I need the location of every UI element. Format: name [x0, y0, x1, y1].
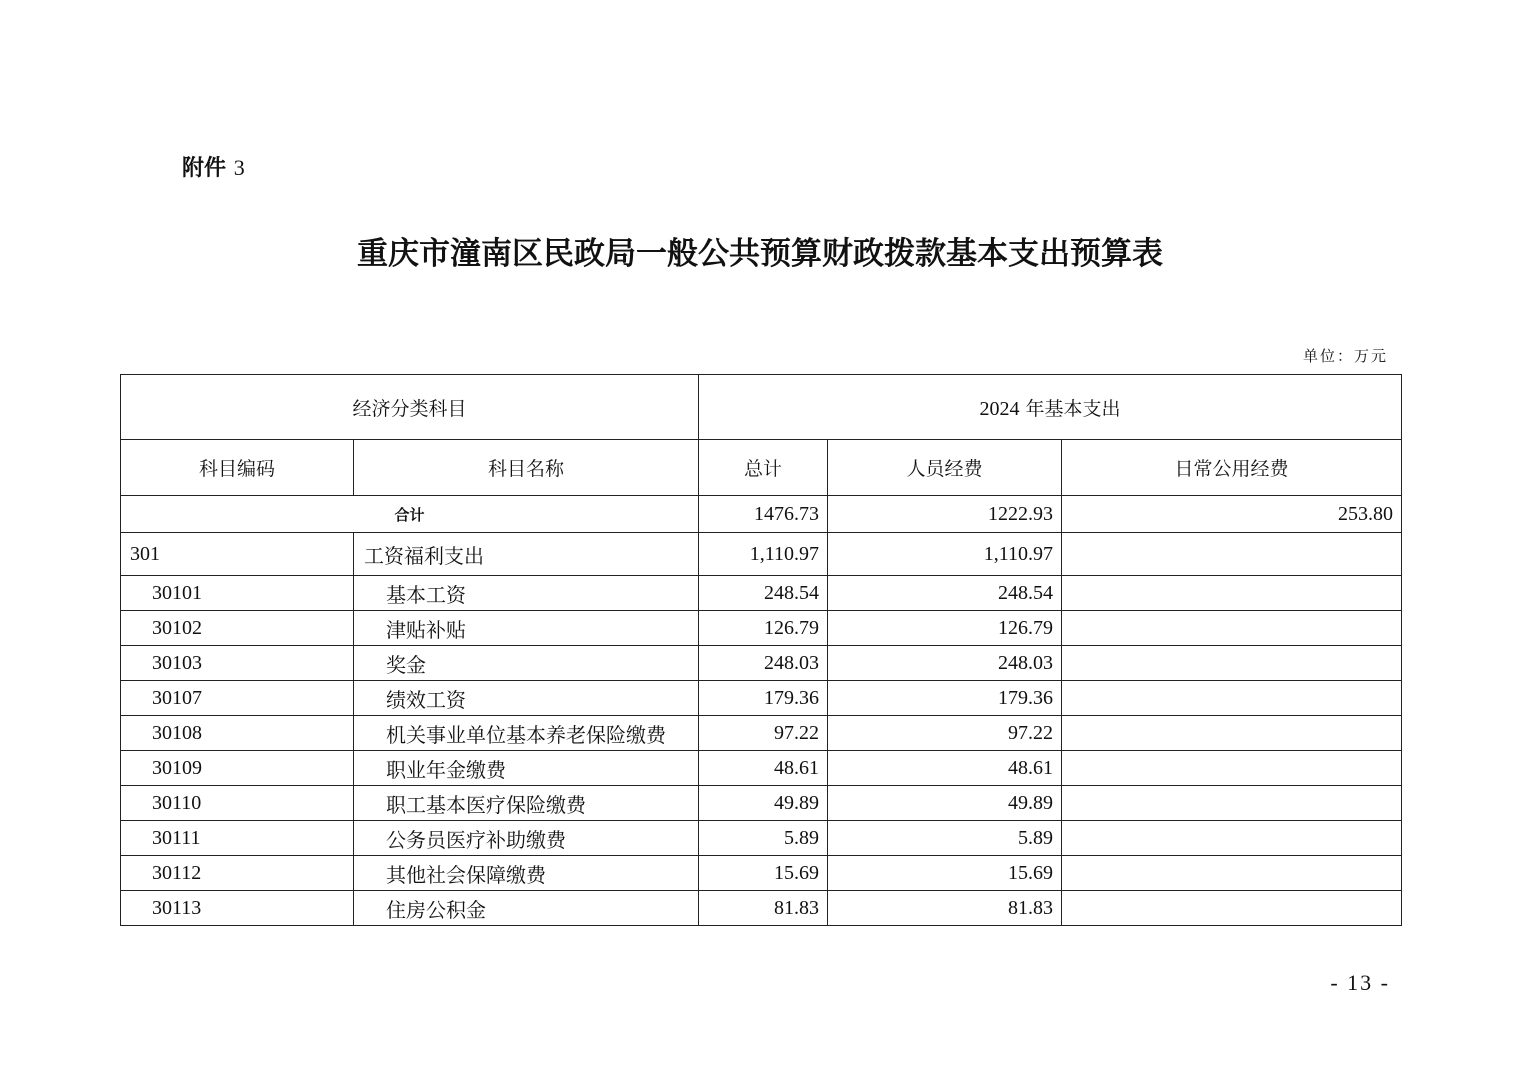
- row-name: 职业年金缴费: [354, 751, 699, 786]
- row-public: [1062, 821, 1402, 856]
- total-row: [121, 496, 1402, 533]
- category-public: [1062, 533, 1402, 576]
- col-header-code: 科目编码: [121, 440, 354, 496]
- row-name: 机关事业单位基本养老保险缴费: [354, 716, 699, 751]
- row-total: 81.83: [699, 891, 828, 926]
- group-header-year-text: 年基本支出: [1025, 397, 1121, 420]
- row-public: [1062, 891, 1402, 926]
- attachment-label-text: 附件: [182, 156, 227, 181]
- table-row: [121, 786, 1402, 821]
- row-public: [1062, 751, 1402, 786]
- row-personnel: 126.79: [828, 611, 1062, 646]
- row-code: 30103: [121, 646, 354, 681]
- table-row: [121, 716, 1402, 751]
- row-name: 住房公积金: [354, 891, 699, 926]
- row-name: 奖金: [354, 646, 699, 681]
- table-row: [121, 646, 1402, 681]
- row-personnel: 97.22: [828, 716, 1062, 751]
- total-public: 253.80: [1062, 496, 1402, 533]
- attachment-number: 3: [233, 155, 245, 180]
- col-header-name: 科目名称: [354, 440, 699, 496]
- row-total: 5.89: [699, 821, 828, 856]
- row-code: 30101: [121, 576, 354, 611]
- row-total: 49.89: [699, 786, 828, 821]
- row-personnel: 15.69: [828, 856, 1062, 891]
- table-row: [121, 611, 1402, 646]
- row-name: 职工基本医疗保险缴费: [354, 786, 699, 821]
- table-row: [121, 891, 1402, 926]
- table-row: [121, 821, 1402, 856]
- group-header-row: [121, 375, 1402, 440]
- total-label: 合计: [121, 496, 699, 533]
- table-row: [121, 681, 1402, 716]
- group-header-year: [699, 375, 1402, 440]
- row-public: [1062, 716, 1402, 751]
- table-row: [121, 751, 1402, 786]
- row-public: [1062, 576, 1402, 611]
- row-code: 30113: [121, 891, 354, 926]
- category-name: 工资福利支出: [354, 533, 699, 576]
- row-code: 30109: [121, 751, 354, 786]
- row-name: 绩效工资: [354, 681, 699, 716]
- row-public: [1062, 786, 1402, 821]
- row-personnel: 248.03: [828, 646, 1062, 681]
- table-row: [121, 576, 1402, 611]
- row-total: 97.22: [699, 716, 828, 751]
- row-personnel: 81.83: [828, 891, 1062, 926]
- row-personnel: 179.36: [828, 681, 1062, 716]
- row-public: [1062, 681, 1402, 716]
- row-public: [1062, 856, 1402, 891]
- row-code: 30111: [121, 821, 354, 856]
- row-name: 津贴补贴: [354, 611, 699, 646]
- category-code: 301: [121, 533, 354, 576]
- total-personnel: 1222.93: [828, 496, 1062, 533]
- category-row: [121, 533, 1402, 576]
- row-name: 公务员医疗补助缴费: [354, 821, 699, 856]
- row-personnel: 49.89: [828, 786, 1062, 821]
- budget-table: [120, 374, 1402, 926]
- row-code: 30107: [121, 681, 354, 716]
- row-name: 其他社会保障缴费: [354, 856, 699, 891]
- row-code: 30108: [121, 716, 354, 751]
- row-total: 248.54: [699, 576, 828, 611]
- category-total: 1,110.97: [699, 533, 828, 576]
- row-code: 30112: [121, 856, 354, 891]
- row-total: 248.03: [699, 646, 828, 681]
- row-total: 126.79: [699, 611, 828, 646]
- column-header-row: [121, 440, 1402, 496]
- row-total: 179.36: [699, 681, 828, 716]
- group-header-year-number: 2024: [979, 397, 1020, 420]
- row-public: [1062, 611, 1402, 646]
- row-public: [1062, 646, 1402, 681]
- category-personnel: 1,110.97: [828, 533, 1062, 576]
- row-code: 30110: [121, 786, 354, 821]
- row-name: 基本工资: [354, 576, 699, 611]
- attachment-label: [182, 151, 245, 182]
- row-personnel: 5.89: [828, 821, 1062, 856]
- total-value: 1476.73: [699, 496, 828, 533]
- page-number: - 13 -: [1330, 970, 1390, 995]
- row-personnel: 48.61: [828, 751, 1062, 786]
- row-personnel: 248.54: [828, 576, 1062, 611]
- row-total: 15.69: [699, 856, 828, 891]
- unit-label: 单位：万元: [1302, 347, 1388, 365]
- col-header-public: 日常公用经费: [1062, 440, 1402, 496]
- row-total: 48.61: [699, 751, 828, 786]
- group-header-economic: 经济分类科目: [121, 375, 699, 440]
- table-row: [121, 856, 1402, 891]
- col-header-personnel: 人员经费: [828, 440, 1062, 496]
- col-header-total: 总计: [699, 440, 828, 496]
- page-title: 重庆市潼南区民政局一般公共预算财政拨款基本支出预算表: [357, 236, 1163, 272]
- row-code: 30102: [121, 611, 354, 646]
